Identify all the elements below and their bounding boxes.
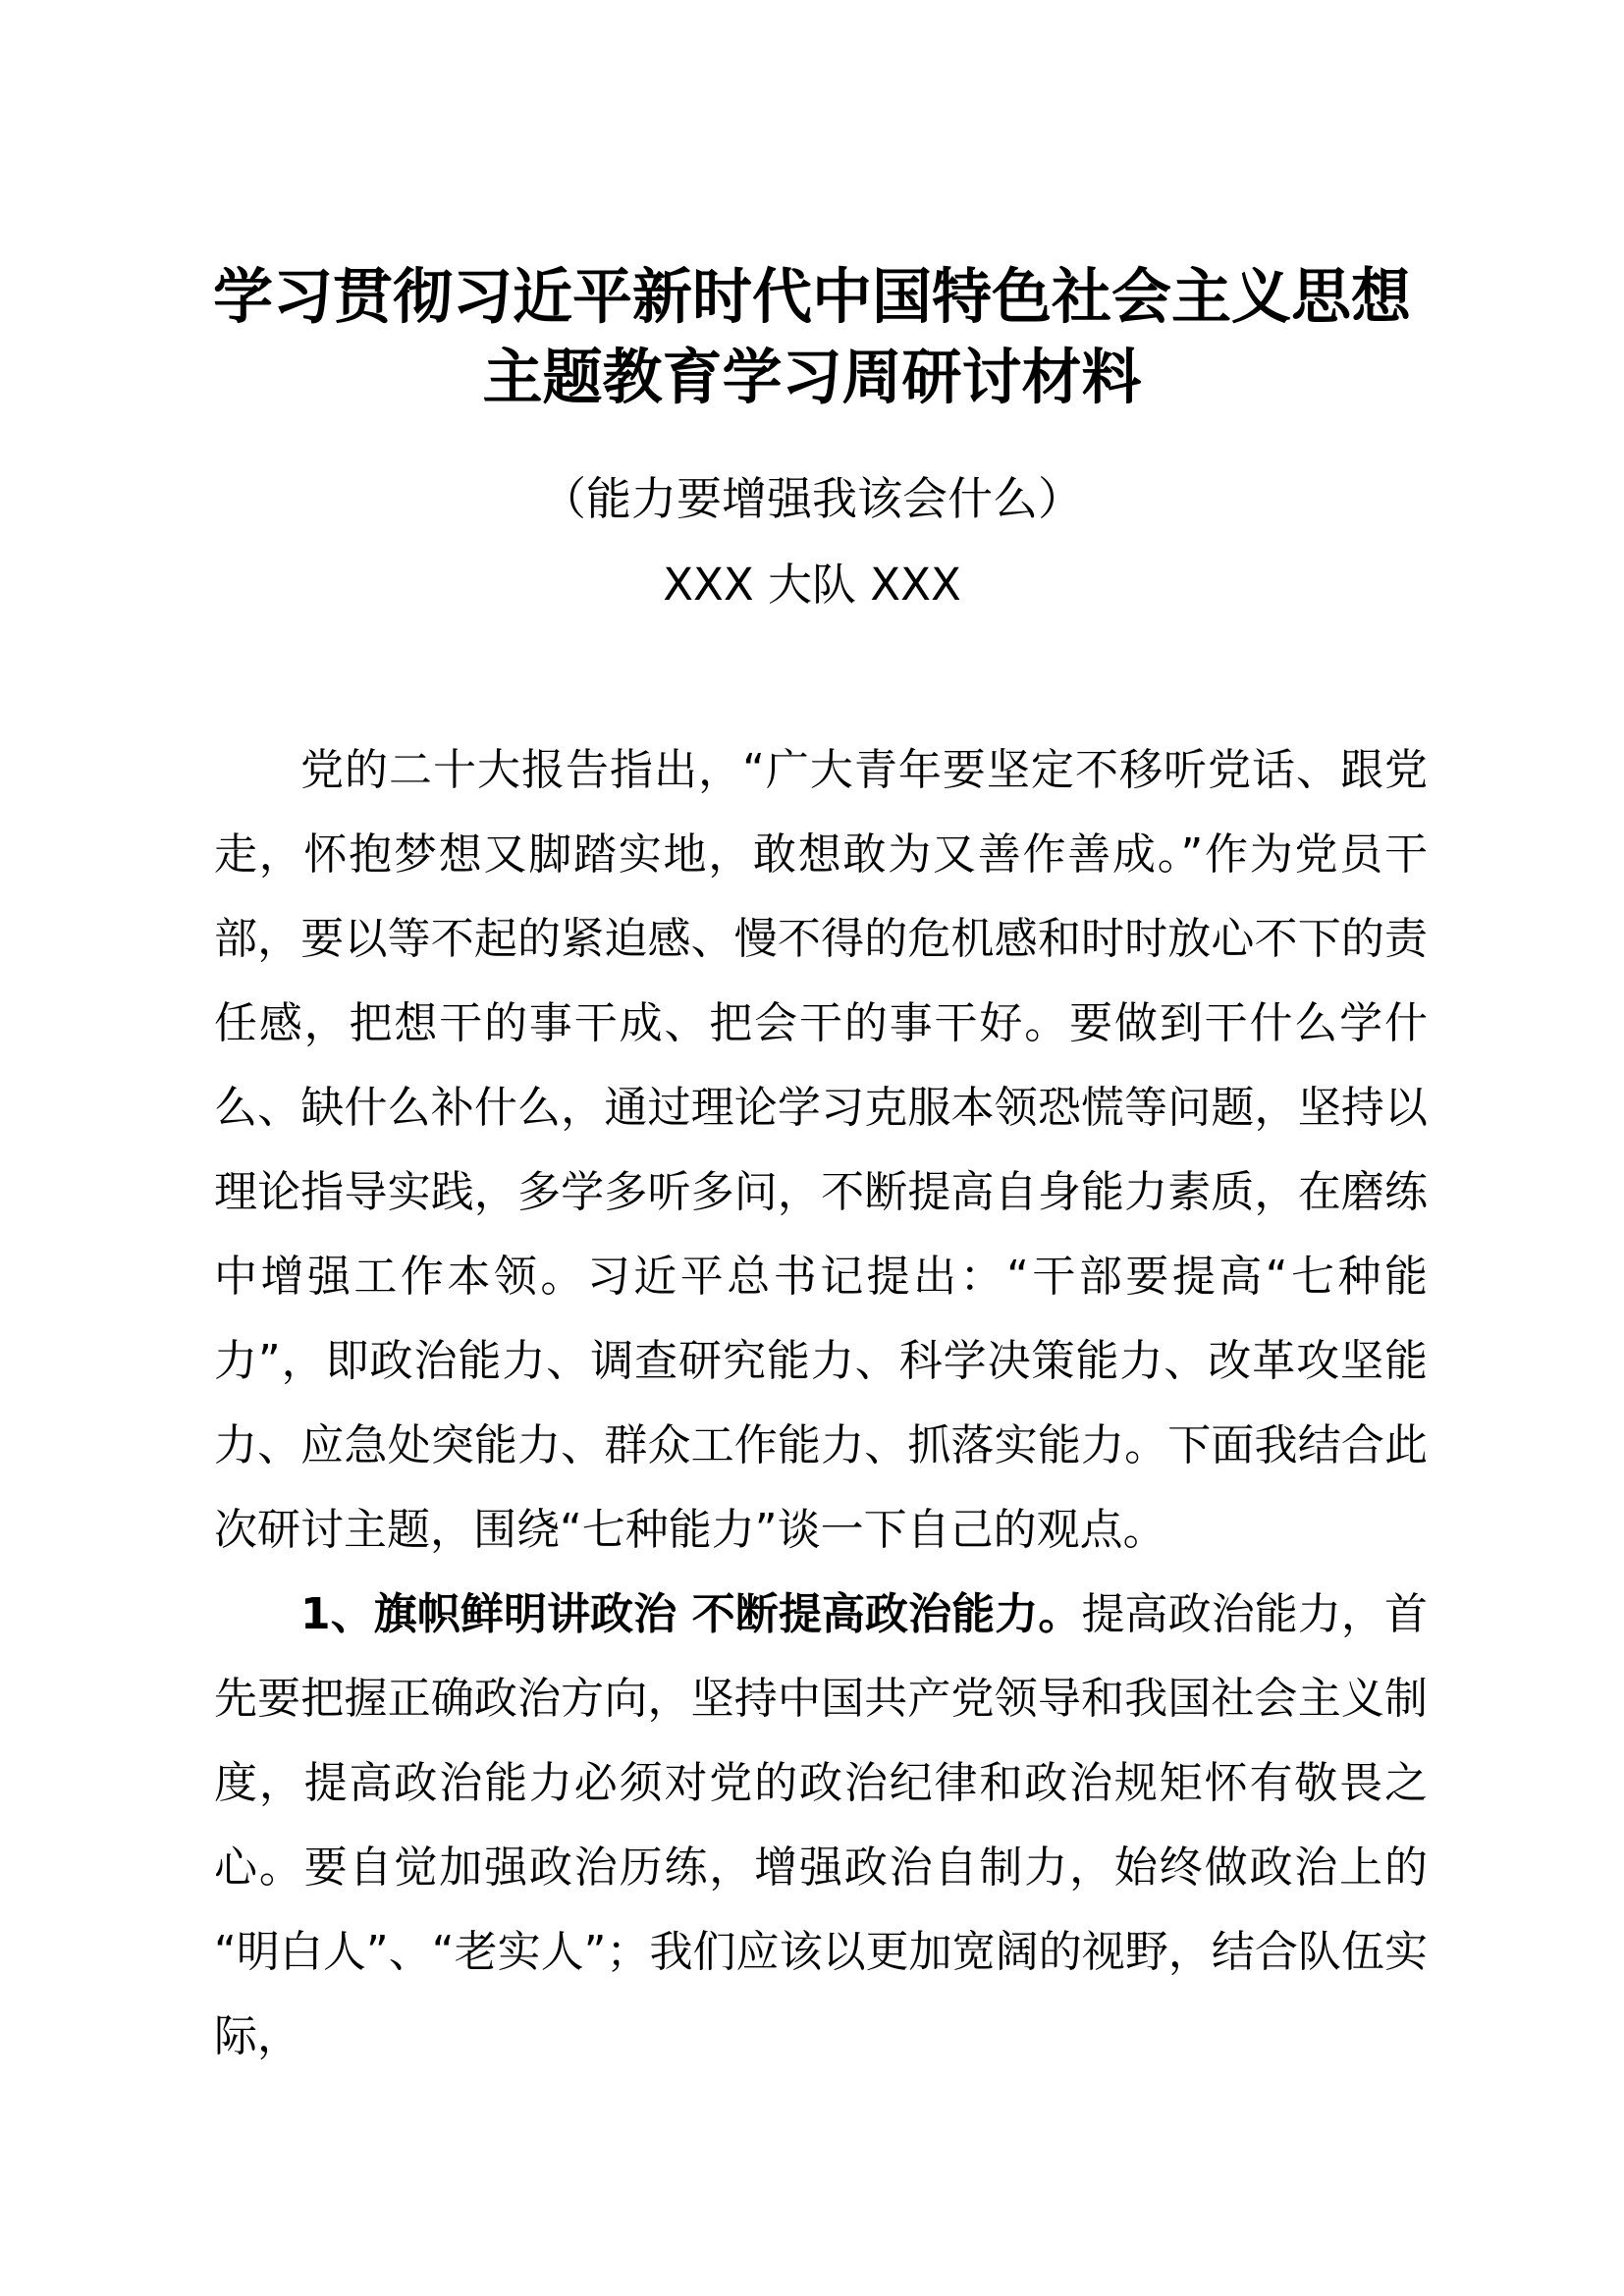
document-body (214, 728, 1428, 2079)
document-title-line-1: 学习贯彻习近平新时代中国特色社会主义思想 (212, 262, 1411, 332)
document-byline: XXX 大队 XXX (663, 559, 961, 611)
document-title-block (0, 257, 1624, 418)
paragraph-intro (214, 728, 1428, 1573)
paragraph-section-1-text: 提高政治能力，首先要把握正确政治方向，坚持中国共产党领导和我国社会主义制度，提高政治能力必须对党的政治纪律和政治规矩怀有敬畏之心。要自觉加强政治历练，增强政治自制力，始终做政治上的“明白人”、“老实人”；我们应该以更加宽阔的视野，结合队伍实际， (214, 1589, 1429, 2061)
document-subtitle: （能力要增强我该会什么） (541, 472, 1083, 525)
paragraph-section-1 (214, 1573, 1428, 2079)
document-title-line-2: 主题教育学习周研讨材料 (482, 343, 1142, 412)
paragraph-section-1-lead: 1、旗帜鲜明讲政治 不断提高政治能力。 (300, 1589, 1082, 1639)
paragraph-intro-text: 党的二十大报告指出，“广大青年要坚定不移听党话、跟党走，怀抱梦想又脚踏实地，敢想敢为又善作善成。”作为党员干部，要以等不起的紧迫感、慢不得的危机感和时时放心不下的责任感，把想干的事干成、把会干的事干好。要做到干什么学什么、缺什么补什么，通过理论学习克服本领恐慌等问题，坚持以理论指导实践，多学多听多问，不断提高自身能力素质，在磨练中增强工作本领。习近平总书记提出：“干部要提高“七种能力”，即政治能力、调查研究能力、科学决策能力、改革攻坚能力、应急处突能力、群众工作能力、抓落实能力。下面我结合此次研讨主题，围绕“七种能力”谈一下自己的观点。 (214, 745, 1428, 1555)
